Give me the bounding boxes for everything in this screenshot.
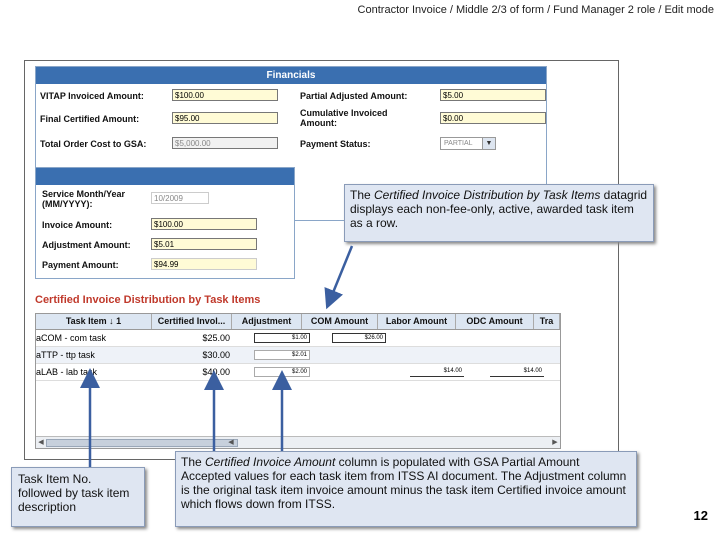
scroll-left-icon[interactable]: ◀ xyxy=(38,439,44,446)
callout-mid-prefix: The xyxy=(181,455,206,469)
total-order-cost-label: Total Order Cost to GSA: xyxy=(40,139,147,149)
payment-status-value: PARTIAL xyxy=(444,140,473,147)
page-number: 12 xyxy=(693,508,708,523)
cumulative-invoiced-label: Cumulative Invoiced Amount: xyxy=(300,108,388,128)
certified-cell: $25.00 xyxy=(202,333,230,343)
task-cell: aTTP - ttp task xyxy=(36,350,95,360)
callout-task-item: Task Item No. followed by task item description xyxy=(11,467,145,527)
col-odc-amount[interactable]: ODC Amount xyxy=(456,314,534,329)
financials-title: Financials xyxy=(36,67,546,84)
payment-amount-field: $94.99 xyxy=(151,258,257,270)
adjustment-amount-field[interactable]: $5.01 xyxy=(151,238,257,250)
certified-cell: $40.00 xyxy=(202,367,230,377)
col-com-amount[interactable]: COM Amount xyxy=(302,314,378,329)
vitap-label: VITAP Invoiced Amount: xyxy=(40,91,144,101)
final-certified-label: Final Certified Amount: xyxy=(40,114,140,124)
scroll-right-icon[interactable]: ▶ xyxy=(552,439,558,446)
payment-amount-label: Payment Amount: xyxy=(42,260,119,270)
payment-status-label: Payment Status: xyxy=(300,139,371,149)
callout-top-rest: datagrid displays each non-fee-only, active, awarded task item as a row. xyxy=(350,188,648,230)
callout-top-prefix: The xyxy=(350,188,375,202)
slide-header: Contractor Invoice / Middle 2/3 of form / Fund Manager 2 role / Edit mode xyxy=(357,4,714,16)
certified-cell: $30.00 xyxy=(202,350,230,360)
col-task-item[interactable]: Task Item ↓ 1 xyxy=(36,314,152,329)
adjustment-input[interactable]: $2.00 xyxy=(254,367,310,377)
callout-mid-em: Certified Invoice Amount xyxy=(205,455,336,469)
callout-top-em: Certified Invoice Distribution by Task Items xyxy=(374,188,601,202)
vitap-field[interactable]: $100.00 xyxy=(172,89,278,101)
col-travel[interactable]: Tra xyxy=(534,314,560,329)
task-cell: aCOM - com task xyxy=(36,333,107,343)
task-cell: aLAB - lab task xyxy=(36,367,98,377)
cumulative-invoiced-field[interactable]: $0.00 xyxy=(440,112,546,124)
partial-adjusted-label: Partial Adjusted Amount: xyxy=(300,91,408,101)
service-month-label: Service Month/Year (MM/YYYY): xyxy=(42,189,126,209)
service-month-field[interactable]: 10/2009 xyxy=(151,192,209,204)
labor-amount-input[interactable]: $14.00 xyxy=(410,367,464,377)
arrow-to-grid-title xyxy=(330,246,352,300)
adjustment-amount-label: Adjustment Amount: xyxy=(42,240,131,250)
invoice-amount-label: Invoice Amount: xyxy=(42,220,113,230)
adjustment-input[interactable]: $1.00 xyxy=(254,333,310,343)
odc-amount-input[interactable]: $14.00 xyxy=(490,367,544,377)
col-adjustment[interactable]: Adjustment xyxy=(232,314,302,329)
callout-mid-rest: column is populated with GSA Partial Amount Accepted values for each task item from ITSS AI document. The Adjustment column is the original task item invoice amount minus the task item Certified invoice amount which flows down from ITSS. xyxy=(181,455,627,511)
col-labor-amount[interactable]: Labor Amount xyxy=(378,314,456,329)
total-order-cost-field: $5,000.00 xyxy=(172,137,278,149)
scroll-mid-icon: ◀ xyxy=(228,439,234,446)
adjustment-input[interactable]: $2.01 xyxy=(254,350,310,360)
chevron-down-icon[interactable]: ▼ xyxy=(482,138,495,149)
partial-adjusted-field[interactable]: $5.00 xyxy=(440,89,546,101)
final-certified-field[interactable]: $95.00 xyxy=(172,112,278,124)
com-amount-input[interactable]: $26.00 xyxy=(332,333,386,343)
grid-title: Certified Invoice Distribution by Task Items xyxy=(35,294,261,306)
col-certified-invoice[interactable]: Certified Invol... xyxy=(152,314,232,329)
invoice-amount-field[interactable]: $100.00 xyxy=(151,218,257,230)
